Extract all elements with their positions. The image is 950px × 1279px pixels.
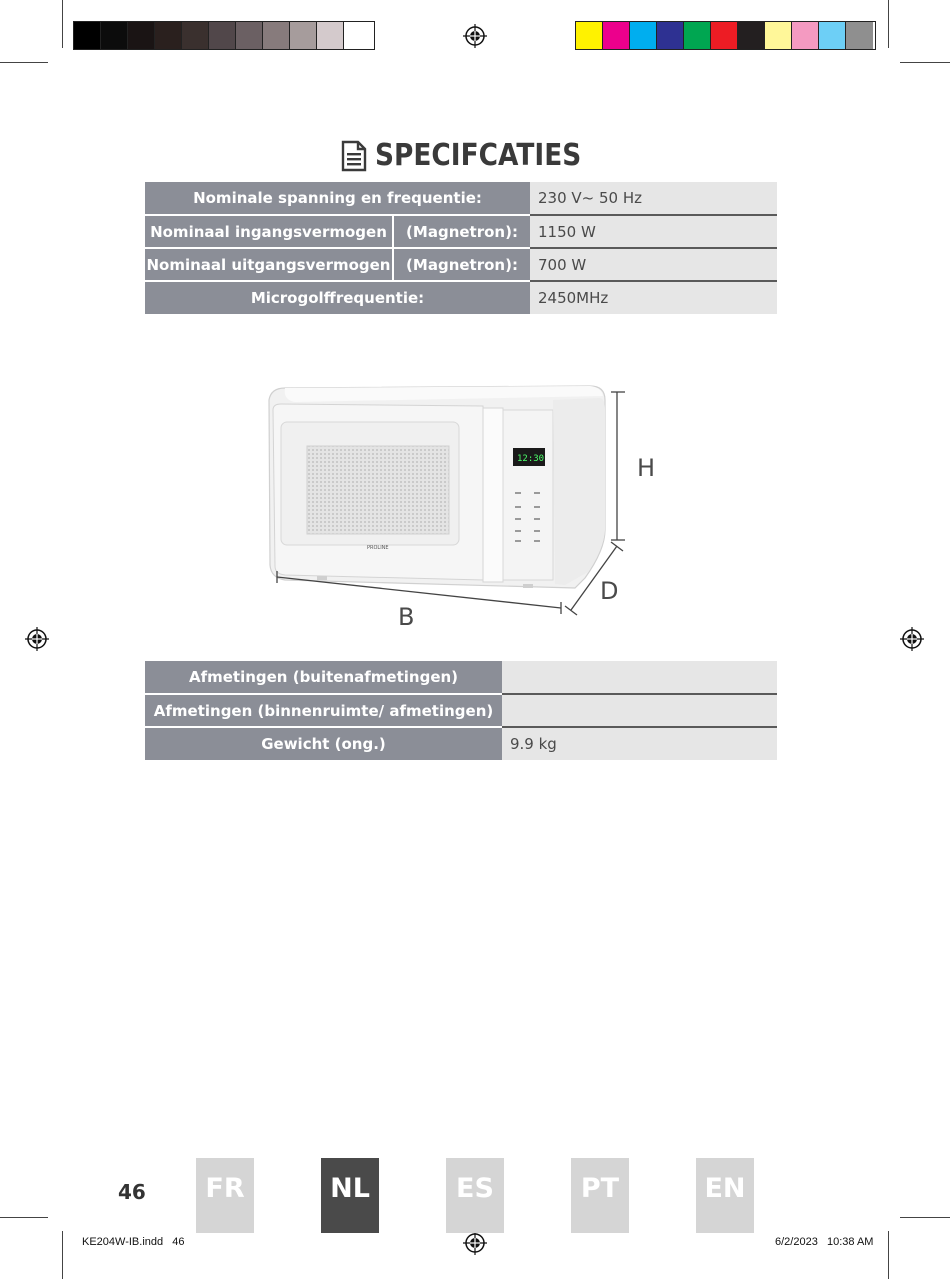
registration-mark-icon [900,627,924,651]
page-title: SPECIFCATIES [374,138,582,173]
color-swatch [209,22,236,49]
spec-value: 230 V~ 50 Hz [530,182,777,215]
dimension-label: Gewicht (ong.) [145,727,502,760]
crop-mark [0,1217,48,1218]
color-swatch [711,22,738,49]
registration-mark-icon [463,24,487,48]
color-swatch [684,22,711,49]
spec-value: 700 W [530,248,777,281]
grayscale-color-bar [73,21,375,50]
color-swatch [182,22,209,49]
color-swatch [263,22,290,49]
color-swatch [128,22,155,49]
spec-label: Nominaal ingangsvermogen [145,215,393,248]
language-tab-nl[interactable]: NL [321,1158,379,1233]
depth-dimension-label: D [600,577,619,605]
process-color-bar [575,21,876,50]
crop-mark [900,62,950,63]
color-swatch [630,22,657,49]
clock-display: 12:30 [517,454,545,464]
crop-mark [62,0,63,48]
dimension-value [502,694,777,727]
color-swatch [74,22,101,49]
registration-mark-icon [25,627,49,651]
color-swatch [236,22,263,49]
color-swatch [317,22,344,49]
dimension-value [502,661,777,694]
table-row [145,215,777,248]
dimension-label: Afmetingen (binnenruimte/ afmetingen) [145,694,502,727]
language-tab-en[interactable]: EN [696,1158,754,1233]
crop-mark [62,1231,63,1279]
spec-label: Microgolffrequentie: [145,281,530,314]
specifications-table [145,182,777,314]
table-row [145,248,777,281]
color-swatch [765,22,792,49]
spec-label: Nominaal uitgangsvermogen [145,248,393,281]
table-row [145,182,777,215]
spec-label: Nominale spanning en frequentie: [145,182,530,215]
slug-date: 6/2/2023 10:38 AM [775,1236,874,1248]
dimensions-table [145,661,777,760]
language-tab-es[interactable]: ES [446,1158,504,1233]
section-title [0,138,950,177]
page-number: 46 [118,1180,146,1204]
color-swatch [155,22,182,49]
crop-mark [888,0,889,48]
height-dimension-label: H [637,454,656,482]
color-swatch [657,22,684,49]
table-row [145,694,777,727]
registration-mark-icon [463,1231,487,1255]
spec-value: 1150 W [530,215,777,248]
document-icon [341,140,367,172]
color-swatch [738,22,765,49]
color-swatch [290,22,317,49]
spec-sublabel: (Magnetron): [393,248,530,281]
color-swatch [846,22,873,49]
dimension-value: 9.9 kg [502,727,777,760]
language-tab-pt[interactable]: PT [571,1158,629,1233]
crop-mark [888,1231,889,1279]
color-swatch [603,22,630,49]
table-row [145,727,777,760]
slug-filename: KE204W-IB.indd 46 [82,1236,185,1248]
dimension-label: Afmetingen (buitenafmetingen) [145,661,502,694]
crop-mark [900,1217,950,1218]
color-swatch [576,22,603,49]
spec-value: 2450MHz [530,281,777,314]
color-swatch [344,22,371,49]
table-row [145,281,777,314]
width-dimension-label: B [398,603,415,631]
spec-sublabel: (Magnetron): [393,215,530,248]
color-swatch [819,22,846,49]
crop-mark [0,62,48,63]
brand-label: PROLINE [367,545,389,551]
table-row [145,661,777,694]
color-swatch [792,22,819,49]
language-tab-fr[interactable]: FR [196,1158,254,1233]
color-swatch [101,22,128,49]
